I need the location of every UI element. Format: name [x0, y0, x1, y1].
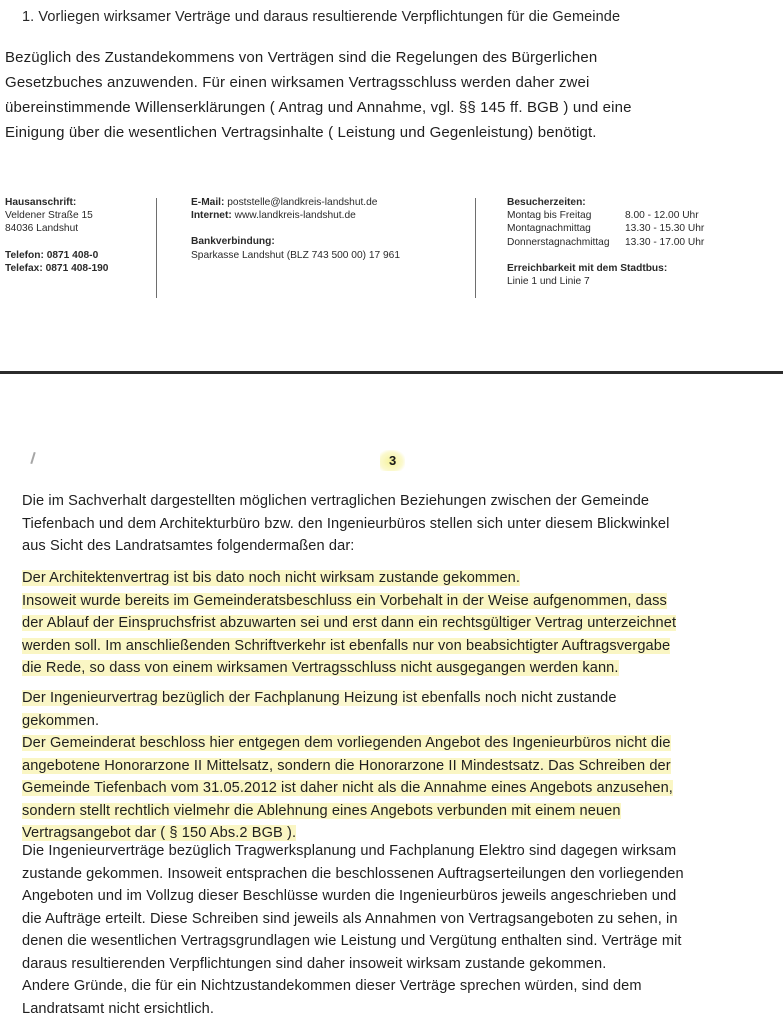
paragraph-line: Angeboten und im Vollzug dieser Beschlüsse wurden die Ingenieurbüros jeweils angeschrieben und [22, 885, 767, 908]
address-street: Veldener Straße 15 [5, 209, 150, 222]
paragraph-line: Landratsamt nicht ersichtlich. [22, 998, 767, 1020]
email-label: E-Mail: [191, 197, 224, 208]
paragraph-line: aus Sicht des Landratsamtes folgendermaßen dar: [22, 535, 767, 558]
address-label: Hausanschrift: [5, 197, 76, 208]
paragraph-line: Bezüglich des Zustandekommens von Verträgen sind die Regelungen des Bürgerlichen [5, 45, 775, 70]
scan-artifact-mark [30, 452, 35, 464]
paragraph-line: Gesetzbuches anzuwenden. Für einen wirksamen Vertragsschluss werden daher zwei [5, 70, 775, 95]
email-value: poststelle@landkreis-landshut.de [227, 197, 377, 208]
paragraph-line: Die Ingenieurverträge bezüglich Tragwerksplanung und Fachplanung Elektro sind dagegen wirksam [22, 840, 767, 863]
hours-day: Montagnachmittag [507, 222, 625, 235]
bank-label: Bankverbindung: [191, 236, 275, 247]
footer-divider-left [156, 198, 157, 298]
paragraph-line: Die im Sachverhalt dargestellten möglichen vertraglichen Beziehungen zwischen der Gemeinde [22, 490, 767, 513]
scanned-page-two [0, 374, 783, 1000]
fax-value: Telefax: 0871 408-190 [5, 263, 108, 274]
wirksam-paragraph [22, 840, 767, 1020]
paragraph-line: Tiefenbach und dem Architekturbüro bzw. den Ingenieurbüros stellen sich unter diesem Blickwinkel [22, 513, 767, 536]
transit-label: Erreichbarkeit mit dem Stadtbus: [507, 263, 667, 274]
architekt-paragraph-highlighted [22, 567, 767, 680]
highlighted-line: angebotene Honorarzone II Mittelsatz, sondern die Honorarzone II Mindestsatz. Das Schreiben der [22, 758, 671, 774]
hours-time: 8.00 - 12.00 Uhr [625, 209, 699, 222]
paragraph-line: die Aufträge erteilt. Diese Schreiben sind jeweils als Annahmen von Vertragsangeboten zu sehen, in [22, 908, 767, 931]
highlighted-line: Gemeinde Tiefenbach vom 31.05.2012 ist daher nicht als die Annahme eines Angebots anzusehen, [22, 780, 673, 796]
footer-column-contact [191, 196, 466, 262]
highlighted-line: werden soll. Im anschließenden Schriftverkehr ist ebenfalls nur von beabsichtigter Auftragsvergabe [22, 638, 670, 654]
highlighted-line: Der Architektenvertrag ist bis dato noch nicht wirksam zustande gekommen. [22, 570, 520, 586]
highlighted-line: Der Gemeinderat beschloss hier entgegen dem vorliegenden Angebot des Ingenieurbüros nicht die [22, 735, 671, 751]
highlighted-line: Der Ingenieurvertrag bezüglich der Fachplanung Heizung ist ebenfalls noch nicht zustande [22, 690, 617, 706]
ingenieur-paragraph-highlighted [22, 687, 767, 845]
section-heading: 1. Vorliegen wirksamer Verträge und daraus resultierende Verpflichtungen für die Gemeinde [22, 8, 762, 26]
intro-paragraph [22, 490, 767, 558]
spacer [5, 236, 150, 249]
hours-time: 13.30 - 15.30 Uhr [625, 222, 704, 235]
spacer [507, 249, 779, 262]
page-number: 3 [380, 450, 405, 471]
bank-value: Sparkasse Landshut (BLZ 743 500 00) 17 961 [191, 249, 466, 262]
hours-row [507, 209, 779, 222]
hours-time: 13.30 - 17.00 Uhr [625, 236, 704, 249]
hours-day: Donnerstagnachmittag [507, 236, 625, 249]
highlighted-line: Insoweit wurde bereits im Gemeinderatsbeschluss ein Vorbehalt in der Weise aufgenommen, dass [22, 593, 667, 609]
spacer [191, 222, 466, 235]
hours-row [507, 236, 779, 249]
footer-column-address [5, 196, 150, 275]
paragraph-line: daraus resultierenden Verpflichtungen sind daher insoweit wirksam zustande gekommen. [22, 953, 767, 976]
paragraph-line: übereinstimmende Willenserklärungen ( Antrag und Annahme, vgl. §§ 145 ff. BGB ) und eine [5, 95, 775, 120]
intro-paragraph [5, 45, 775, 145]
transit-value: Linie 1 und Linie 7 [507, 275, 779, 288]
highlighted-line: die Rede, so dass von einem wirksamen Vertragsschluss nicht ausgegangen werden kann. [22, 660, 619, 676]
hours-day: Montag bis Freitag [507, 209, 625, 222]
internet-label: Internet: [191, 210, 232, 221]
address-city: 84036 Landshut [5, 222, 150, 235]
hours-row [507, 222, 779, 235]
internet-value: www.landkreis-landshut.de [235, 210, 356, 221]
paragraph-line: zustande gekommen. Insoweit entsprachen die beschlossenen Auftragserteilungen den vorliegenden [22, 863, 767, 886]
paragraph-line: denen die wesentlichen Vertragsgrundlagen wie Leistung und Vergütung enthalten sind. Verträge mit [22, 930, 767, 953]
phone-value: Telefon: 0871 408-0 [5, 250, 98, 261]
highlighted-line: Vertragsangebot dar ( § 150 Abs.2 BGB ). [22, 825, 296, 841]
paragraph-line: Andere Gründe, die für ein Nichtzustandekommen dieser Verträge sprechen würden, sind dem [22, 975, 767, 998]
hours-label: Besucherzeiten: [507, 197, 586, 208]
footer-column-hours [507, 196, 779, 288]
highlighted-line: gekommen. [22, 713, 99, 729]
highlighted-line: der Ablauf der Einspruchsfrist abzuwarten sei und erst dann ein rechtsgültiger Vertrag unterzeichnet [22, 615, 676, 631]
highlighted-line: sondern stellt rechtlich vielmehr die Ablehnung eines Angebots verbunden mit einem neuen [22, 803, 621, 819]
paragraph-line: Einigung über die wesentlichen Vertragsinhalte ( Leistung und Gegenleistung) benötigt. [5, 120, 775, 145]
page-footer-imprint [0, 190, 783, 305]
footer-divider-right [475, 198, 476, 298]
scanned-page-one [0, 0, 783, 373]
